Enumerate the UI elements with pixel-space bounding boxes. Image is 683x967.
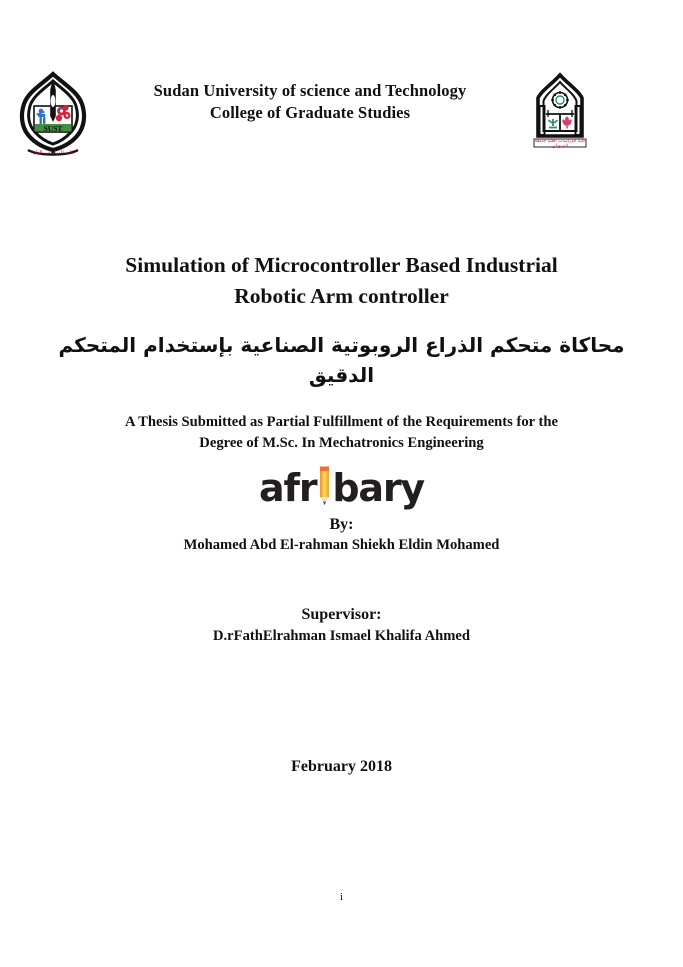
sust-university-seal-logo — [14, 70, 92, 162]
thesis-statement-line2: Degree of M.Sc. In Mechatronics Engineering — [199, 435, 484, 452]
author-label: By: — [329, 516, 354, 533]
thesis-title-english-line1: Simulation of Microcontroller Based Industrial — [125, 253, 558, 277]
pencil-icon — [318, 466, 331, 506]
afribary-wordmark-prefix: afr — [259, 466, 317, 510]
sust-monogram-text: SUST — [43, 124, 63, 133]
author-block — [70, 514, 613, 555]
afribary-watermark-logo — [0, 463, 683, 510]
supervisor-block — [70, 604, 613, 646]
institution-title — [100, 80, 520, 124]
thesis-title-arabic: محاكاة متحكم الذراع الروبوتية الصناعية بإستخدام المتحكم الدقيق — [58, 333, 625, 387]
institution-title-line1: Sudan University of science and Technology — [153, 81, 467, 100]
thesis-statement-line1: A Thesis Submitted as Partial Fulfillment of the Requirements for the — [125, 414, 558, 430]
college-of-graduate-studies-emblem — [522, 70, 598, 150]
author-name: Mohamed Abd El-rahman Shiekh Eldin Mohamed — [183, 536, 500, 553]
page-header — [0, 62, 683, 162]
thesis-title-english-line2: Robotic Arm controller — [234, 283, 449, 308]
afribary-wordmark-suffix: bary — [332, 466, 424, 510]
institution-title-line2: College of Graduate Studies — [209, 102, 411, 122]
page-number: i — [339, 891, 344, 903]
sust-logo-caption: كلية الدراسات العليا — [32, 150, 74, 156]
thesis-submission-statement — [70, 412, 613, 454]
supervisor-label: Supervisor: — [301, 606, 382, 623]
publication-date: February 2018 — [291, 758, 392, 775]
thesis-title-english — [70, 250, 613, 311]
graduate-studies-logo-caption: كلية الدراسات العليا جامعة السودان — [534, 139, 586, 149]
supervisor-name: D.rFathElrahman Ismael Khalifa Ahmed — [212, 628, 471, 645]
